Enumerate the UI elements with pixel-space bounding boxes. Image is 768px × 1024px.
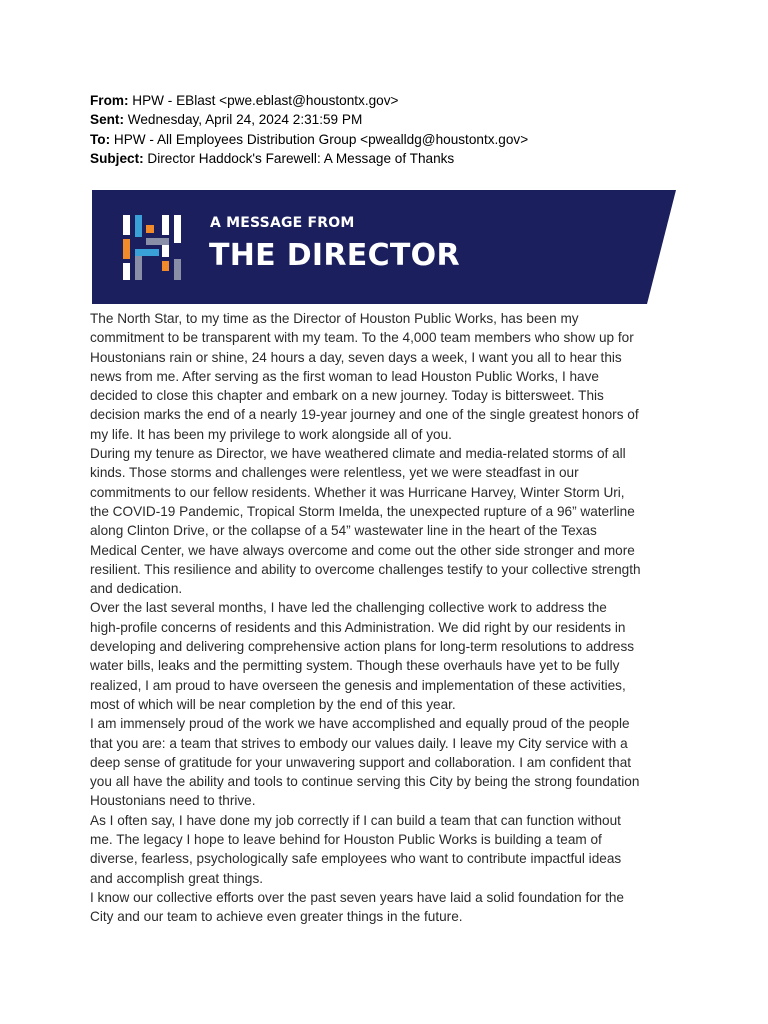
sent-label: Sent: xyxy=(90,112,124,128)
sent-line xyxy=(90,110,690,129)
body-line: decision marks the end of a nearly 19-year journey and one of the single greatest honors of xyxy=(90,407,639,423)
director-message-banner xyxy=(92,190,676,304)
to-label: To: xyxy=(90,131,111,147)
body-line: Houstonians rain or shine, 24 hours a day, seven days a week, I want you all to hear this xyxy=(90,349,622,365)
body-line: water bills, leaks and the permitting system. Though these overhauls have yet to be fully xyxy=(90,658,620,674)
body-line: commitments to our fellow residents. Whether it was Hurricane Harvey, Winter Storm Uri, xyxy=(90,484,625,500)
body-line: Over the last several months, I have led the challenging collective work to address the xyxy=(90,600,607,616)
body-line: decided to close this chapter and embark on a new journey. Today is bittersweet. This xyxy=(90,388,604,404)
body-line: my life. It has been my privilege to work alongside all of you. xyxy=(90,426,452,442)
body-line: The North Star, to my time as the Director of Houston Public Works, has been my xyxy=(90,311,579,326)
body-line: Houstonians need to thrive. xyxy=(90,793,256,809)
body-line: commitment to be transparent with my team. To the 4,000 team members who show up for xyxy=(90,330,634,346)
body-line: diverse, fearless, psychologically safe employees who want to contribute impactful ideas xyxy=(90,851,622,867)
subject-line xyxy=(90,149,690,168)
body-line: me. The legacy I hope to leave behind for Houston Public Works is building a team of xyxy=(90,832,602,848)
from-value[interactable]: HPW - EBlast <pwe.eblast@houstontx.gov> xyxy=(132,93,399,108)
body-line: that you are: a team that strives to embody our values daily. I leave my City service with a xyxy=(90,735,628,751)
email-body xyxy=(90,309,690,927)
from-label: From: xyxy=(90,93,129,108)
banner-title: THE DIRECTOR xyxy=(209,238,460,273)
body-line: deep sense of gratitude for your unwavering support and collaboration. I am confident that xyxy=(90,754,632,770)
body-line: the COVID-19 Pandemic, Tropical Storm Imelda, the unexpected rupture of a 96” waterline xyxy=(90,503,635,519)
body-line: high-profile concerns of residents and this Administration. We did right by our residents in xyxy=(90,619,626,635)
body-line: City and our team to achieve even greater things in the future. xyxy=(90,909,463,925)
email-header xyxy=(90,91,690,168)
body-line: along Clinton Drive, or the collapse of a 54” wastewater line in the heart of the Texas xyxy=(90,523,597,539)
to-value[interactable]: HPW - All Employees Distribution Group <pwealldg@houstontx.gov> xyxy=(113,131,529,147)
body-line: you all have the ability and tools to continue serving this City by being the strong foundation xyxy=(90,774,640,790)
body-line: most of which will be near completion by the end of this year. xyxy=(90,696,456,712)
banner-kicker: A MESSAGE FROM xyxy=(210,215,355,231)
body-line: kinds. Those storms and challenges were relentless, yet we were steadfast in our xyxy=(90,465,579,481)
body-line: As I often say, I have done my job correctly if I can build a team that can function without xyxy=(90,812,621,828)
body-line: developing and delivering comprehensive action plans for long-term resolutions to address xyxy=(90,639,635,655)
subject-label: Subject: xyxy=(90,150,144,166)
body-line: During my tenure as Director, we have weathered climate and media-related storms of all xyxy=(90,446,626,462)
to-line xyxy=(90,130,690,149)
body-line: Medical Center, we have always overcome and come out the other side stronger and more xyxy=(90,542,635,558)
body-line: news from me. After serving as the first woman to lead Houston Public Works, I have xyxy=(90,368,599,384)
body-line: I am immensely proud of the work we have accomplished and equally proud of the people xyxy=(90,716,630,732)
body-line: resilient. This resilience and ability to overcome challenges testify to your collective strength xyxy=(90,561,641,577)
sent-value: Wednesday, April 24, 2024 2:31:59 PM xyxy=(127,112,363,128)
from-line xyxy=(90,91,690,110)
body-line: and dedication. xyxy=(90,581,183,597)
subject-value: Director Haddock's Farewell: A Message of Thanks xyxy=(147,150,455,166)
body-line: realized, I am proud to have overseen the genesis and implementation of these activities, xyxy=(90,677,626,693)
body-line: and accomplish great things. xyxy=(90,870,264,886)
body-line: I know our collective efforts over the past seven years have laid a solid foundation for the xyxy=(90,889,624,905)
